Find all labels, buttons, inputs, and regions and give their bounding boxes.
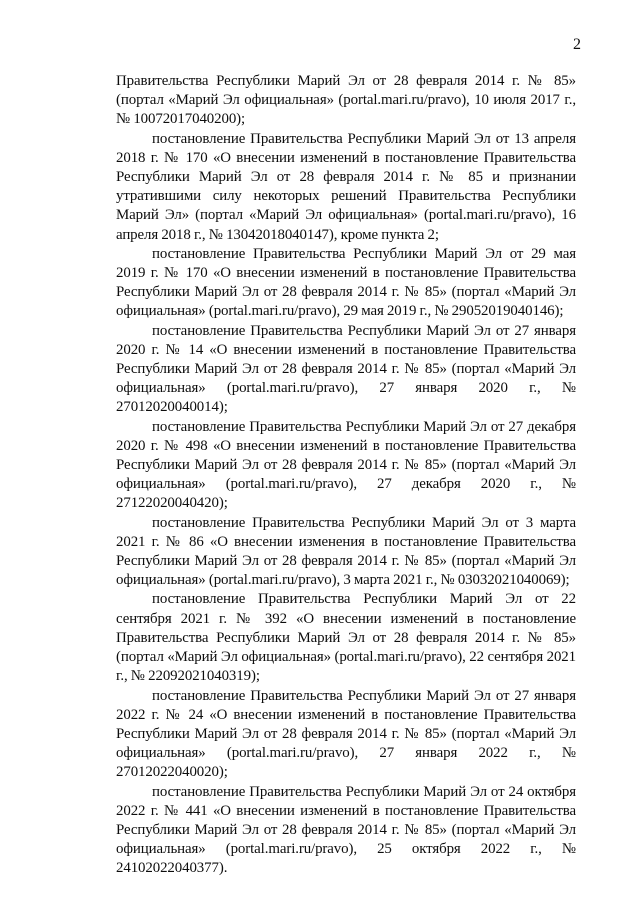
paragraph-resolution-2021-86: постановление Правительства Республики Марий Эл от 3 марта 2021 г. № 86 «О внесении изменения в постановление Правительства Республики Марий Эл от 28 февраля 2014 г. № 85» (портал «Марий Эл официальная» (portal.mari.ru/pravo), 3 марта 2021 г., № 03032021040069); (116, 514, 576, 589)
paragraph-resolution-2018-170: постановление Правительства Республики Марий Эл от 13 апреля 2018 г. № 170 «О внесении изменений в постановление Правительства Республики Марий Эл от 28 февраля 2014 г. № 85 и признании утратившими силу некоторых решений Правительства Республики Марий Эл» (портал «Марий Эл официальная» (portal.mari.ru/pravo), 16 апреля 2018 г., № 13042018040147), кроме пункта 2; (116, 130, 576, 243)
paragraph-resolution-2020-14: постановление Правительства Республики Марий Эл от 27 января 2020 г. № 14 «О внесении изменений в постановление Правительства Республики Марий Эл от 28 февраля 2014 г. № 85» (портал «Марий Эл официальная» (portal.mari.ru/pravo), 27 января 2020 г., № 27012020040014); (116, 322, 576, 416)
paragraph-resolution-2019-170: постановление Правительства Республики Марий Эл от 29 мая 2019 г. № 170 «О внесении изменений в постановление Правительства Республики Марий Эл от 28 февраля 2014 г. № 85» (портал «Марий Эл официальная» (portal.mari.ru/pravo), 29 мая 2019 г., № 29052019040146); (116, 245, 576, 320)
page-number: 2 (573, 36, 581, 53)
paragraph-resolution-2022-441: постановление Правительства Республики Марий Эл от 24 октября 2022 г. № 441 «О внесении изменений в постановление Правительства Республики Марий Эл от 28 февраля 2014 г. № 85» (портал «Марий Эл официальная» (portal.mari.ru/pravo), 25 октября 2022 г., № 24102022040377). (116, 783, 576, 877)
paragraph-continuation: Правительства Республики Марий Эл от 28 февраля 2014 г. № 85» (портал «Марий Эл официальная» (portal.mari.ru/pravo), 10 июля 2017 г., № 10072017040200); (116, 73, 576, 128)
paragraph-resolution-2021-392: постановление Правительства Республики Марий Эл от 22 сентября 2021 г. № 392 «О внесении изменений в постановление Правительства Республики Марий Эл от 28 февраля 2014 г. № 85» (портал «Марий Эл официальная» (portal.mari.ru/pravo), 22 сентября 2021 г., № 22092021040319); (116, 591, 576, 685)
paragraph-resolution-2022-24: постановление Правительства Республики Марий Эл от 27 января 2022 г. № 24 «О внесении изменений в постановление Правительства Республики Марий Эл от 28 февраля 2014 г. № 85» (портал «Марий Эл официальная» (portal.mari.ru/pravo), 27 января 2022 г., № 27012022040020); (116, 687, 576, 781)
paragraph-resolution-2020-498: постановление Правительства Республики Марий Эл от 27 декабря 2020 г. № 498 «О внесении изменений в постановление Правительства Республики Марий Эл от 28 февраля 2014 г. № 85» (портал «Марий Эл официальная» (portal.mari.ru/pravo), 27 декабря 2020 г., № 27122020040420); (116, 418, 576, 512)
document-body (116, 72, 576, 879)
